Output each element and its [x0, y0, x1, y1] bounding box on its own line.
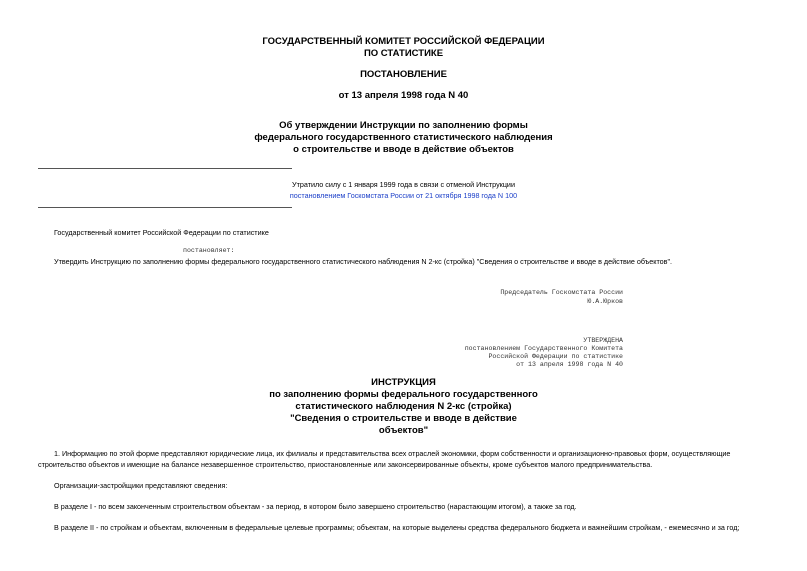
document-subject-line1: Об утверждении Инструкции по заполнению формы	[279, 120, 528, 131]
paragraph-1-line1: 1. Информацию по этой форме представляют юридические лица, их филиалы и представительства всех отраслей экономики, форм собственности и организационно-правовых форм, осуществляющие	[54, 449, 731, 458]
instruction-title: ИНСТРУКЦИЯ	[371, 377, 436, 388]
paragraph-3: В разделе I - по всем законченным строительством объектам - за период, в котором было завершено строительство (нарастающим итогом), а также за год.	[54, 502, 577, 511]
paragraph-2: Организации-застройщики представляют сведения:	[54, 481, 228, 490]
committee-title-line2: ПО СТАТИСТИКЕ	[363, 48, 444, 59]
committee-title-line1: ГОСУДАРСТВЕННЫЙ КОМИТЕТ РОССИЙСКОЙ ФЕДЕРАЦИИ	[262, 36, 545, 47]
document-subject-line3: о строительстве и вводе в действие объектов	[293, 144, 514, 155]
signature-name: Ю.А.Юрков	[587, 298, 623, 305]
approval-line3: от 13 апреля 1998 года N 40	[516, 361, 623, 368]
status-top-rule	[38, 168, 292, 169]
status-repeal-link[interactable]: постановлением Госкомстата России от 21 октября 1998 года N 100	[289, 191, 518, 200]
status-text: Утратило силу с 1 января 1999 года в связи с отменой Инструкции	[292, 180, 515, 189]
paragraph-1-line2: строительство объектов и имеющие на балансе незавершенное строительство, приостановленные или законсервированные объекты, кроме субъектов малого предпринимательства.	[38, 460, 653, 469]
document-date-number: от 13 апреля 1998 года N 40	[338, 90, 469, 101]
instruction-subtitle-line2: статистического наблюдения N 2-кс (стройка)	[295, 401, 512, 412]
decides-text: постановляет:	[183, 247, 235, 254]
approve-text: Утвердить Инструкцию по заполнению формы федерального государственного статистического наблюдения N 2-кс (стройка) "Сведения о строительстве и вводе в действие объектов".	[54, 257, 673, 266]
status-bottom-rule	[38, 207, 292, 208]
approval-line2: Российской Федерации по статистике	[488, 353, 623, 360]
paragraph-4: В разделе II - по стройкам и объектам, включенным в федеральные целевые программы; объектам, на которые выделены средства федерального бюджета и важнейшим стройкам, - ежемесячно и за год;	[54, 523, 740, 532]
instruction-subtitle-line4: объектов"	[378, 425, 429, 436]
approval-line1: постановлением Государственного Комитета	[464, 345, 623, 352]
document-type: ПОСТАНОВЛЕНИЕ	[360, 69, 447, 80]
approval-stamp: УТВЕРЖДЕНА	[583, 337, 623, 344]
instruction-subtitle-line3: "Сведения о строительстве и вводе в действие	[290, 413, 517, 424]
signature-position: Председатель Госкомстата России	[500, 289, 623, 296]
document-subject-line2: федерального государственного статистического наблюдения	[254, 132, 553, 143]
issuer-text: Государственный комитет Российской Федерации по статистике	[54, 228, 269, 237]
instruction-subtitle-line1: по заполнению формы федерального государственного	[269, 389, 538, 400]
